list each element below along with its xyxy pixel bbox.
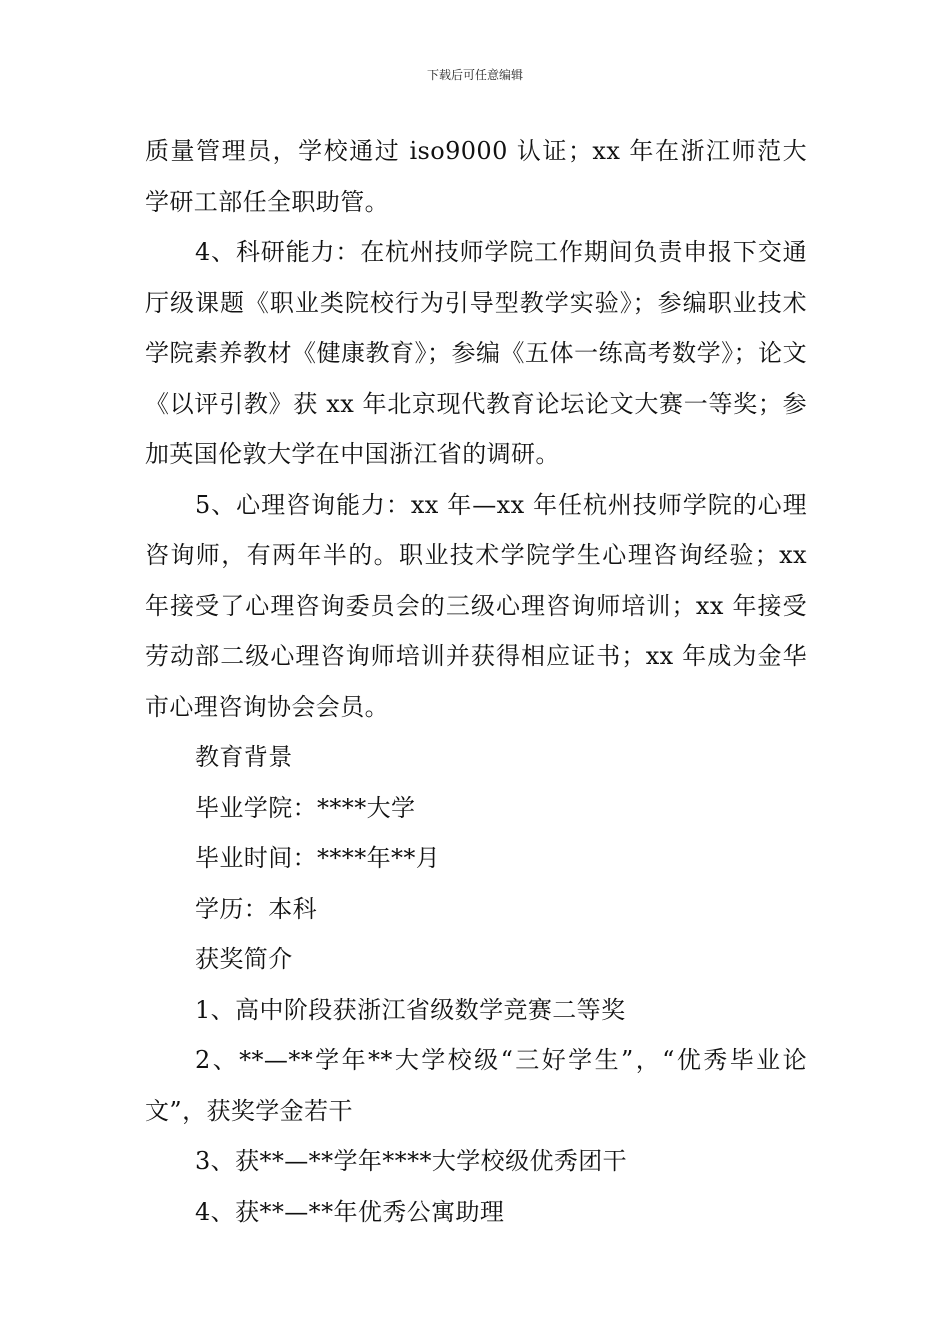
- education-graduation-time: 毕业时间：****年**月: [195, 844, 441, 872]
- award-item-4: 4、获**—**年优秀公寓助理: [195, 1197, 505, 1226]
- page-header-note: 下载后可任意编辑: [426, 68, 523, 82]
- education-degree: 学历：本科: [195, 894, 317, 923]
- section-heading-awards: 获奖简介: [195, 945, 293, 973]
- paragraph-research-ability: 4、科研能力：在杭州技师学院工作期间负责申报下交通厅级课题《职业类院校行为引导型教学实验》；参编职业技术学院素养教材《健康教育》；参编《五体一练高考数学》；论文《以评引教》获 xx 年北京现代教育论坛论文大赛一等奖；参加英国伦敦大学在中国浙江省的调研。: [145, 238, 807, 468]
- education-school: 毕业学院：****大学: [195, 793, 416, 822]
- award-item-3: 3、获**—**学年****大学校级优秀团干: [195, 1147, 628, 1175]
- paragraph-quality-manager: 质量管理员，学校通过 iso9000 认证；xx 年在浙江师范大学研工部任全职助管。: [145, 137, 807, 216]
- paragraph-counseling-ability: 5、心理咨询能力：xx 年—xx 年任杭州技师学院的心理咨询师，有两年半的。职业技术学院学生心理咨询经验；xx 年接受了心理咨询委员会的三级心理咨询师培训；xx 年接受劳动部二级心理咨询师培训并获得相应证书；xx 年成为金华市心理咨询协会会员。: [145, 490, 807, 721]
- award-item-2: 2、**—**学年**大学校级“三好学生”，“优秀毕业论文”，获奖学金若干: [145, 1046, 807, 1125]
- award-item-1: 1、高中阶段获浙江省级数学竞赛二等奖: [195, 995, 626, 1024]
- document-body: [145, 126, 807, 1237]
- section-heading-education: 教育背景: [195, 743, 293, 771]
